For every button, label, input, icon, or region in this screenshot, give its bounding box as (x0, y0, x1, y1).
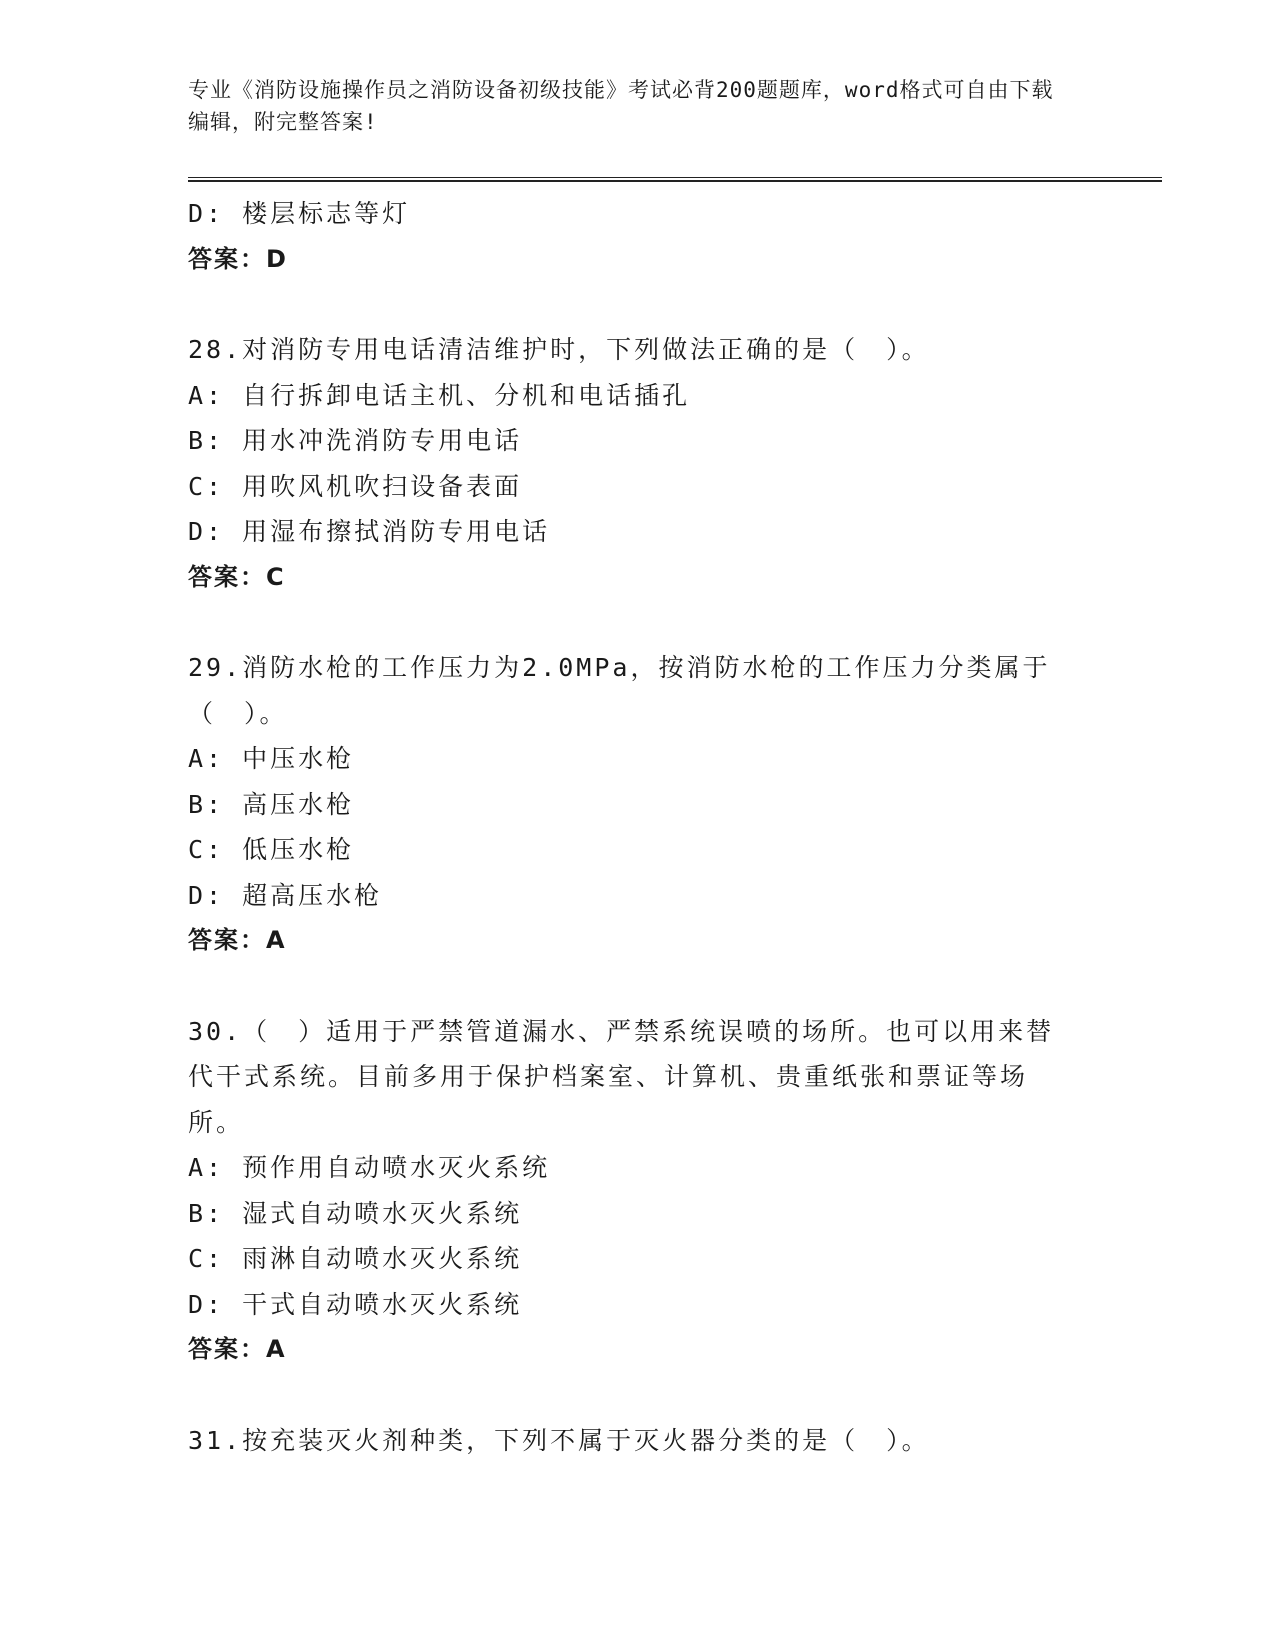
option-c: C: 雨淋自动喷水灭火系统 (188, 1244, 523, 1273)
option-c: C: 低压水枪 (188, 835, 355, 864)
option-b: B: 高压水枪 (188, 789, 355, 819)
question-30 (188, 1009, 1088, 1373)
answer-line: 答案：C (188, 562, 286, 591)
spacer (188, 600, 1088, 645)
header-divider (188, 177, 1162, 182)
question-28 (188, 327, 1088, 600)
option-a: A: 中压水枪 (188, 744, 355, 773)
option-d: D: 超高压水枪 (188, 880, 383, 910)
question-29 (188, 645, 1088, 964)
question-stem: 31.按充装灭火剂种类，下列不属于灭火器分类的是（ ）。 (188, 1425, 930, 1455)
spacer (188, 282, 1088, 327)
answer-line: 答案：A (188, 926, 287, 954)
document-body (188, 191, 1088, 1463)
spacer (188, 1373, 1088, 1418)
option-a: A: 预作用自动喷水灭火系统 (188, 1153, 551, 1182)
page-header (188, 74, 1068, 138)
option-b: B: 湿式自动喷水灭火系统 (188, 1198, 523, 1228)
option-d: D: 干式自动喷水灭火系统 (188, 1289, 523, 1319)
question-stem: 29.消防水枪的工作压力为2.0MPa，按消防水枪的工作压力分类属于（ ）。 (188, 653, 1051, 728)
spacer (188, 964, 1088, 1009)
option-b: B: 用水冲洗消防专用电话 (188, 426, 523, 455)
answer-line: 答案：D (188, 244, 288, 273)
option-d: D: 用湿布擦拭消防专用电话 (188, 517, 551, 546)
answer-line: 答案：A (188, 1335, 287, 1363)
option-d: D: 楼层标志等灯 (188, 199, 411, 228)
header-title: 专业《消防设施操作员之消防设备初级技能》考试必背200题题库，word格式可自由下载编辑，附完整答案! (188, 78, 1054, 134)
option-a: A: 自行拆卸电话主机、分机和电话插孔 (188, 380, 691, 410)
question-stem: 30.（ ）适用于严禁管道漏水、严禁系统误喷的场所。也可以用来替代干式系统。目前多用于保护档案室、计算机、贵重纸张和票证等场所。 (188, 1016, 1055, 1137)
option-c: C: 用吹风机吹扫设备表面 (188, 471, 523, 501)
question-31 (188, 1418, 1088, 1464)
question-stem: 28.对消防专用电话清洁维护时，下列做法正确的是（ ）。 (188, 335, 930, 364)
